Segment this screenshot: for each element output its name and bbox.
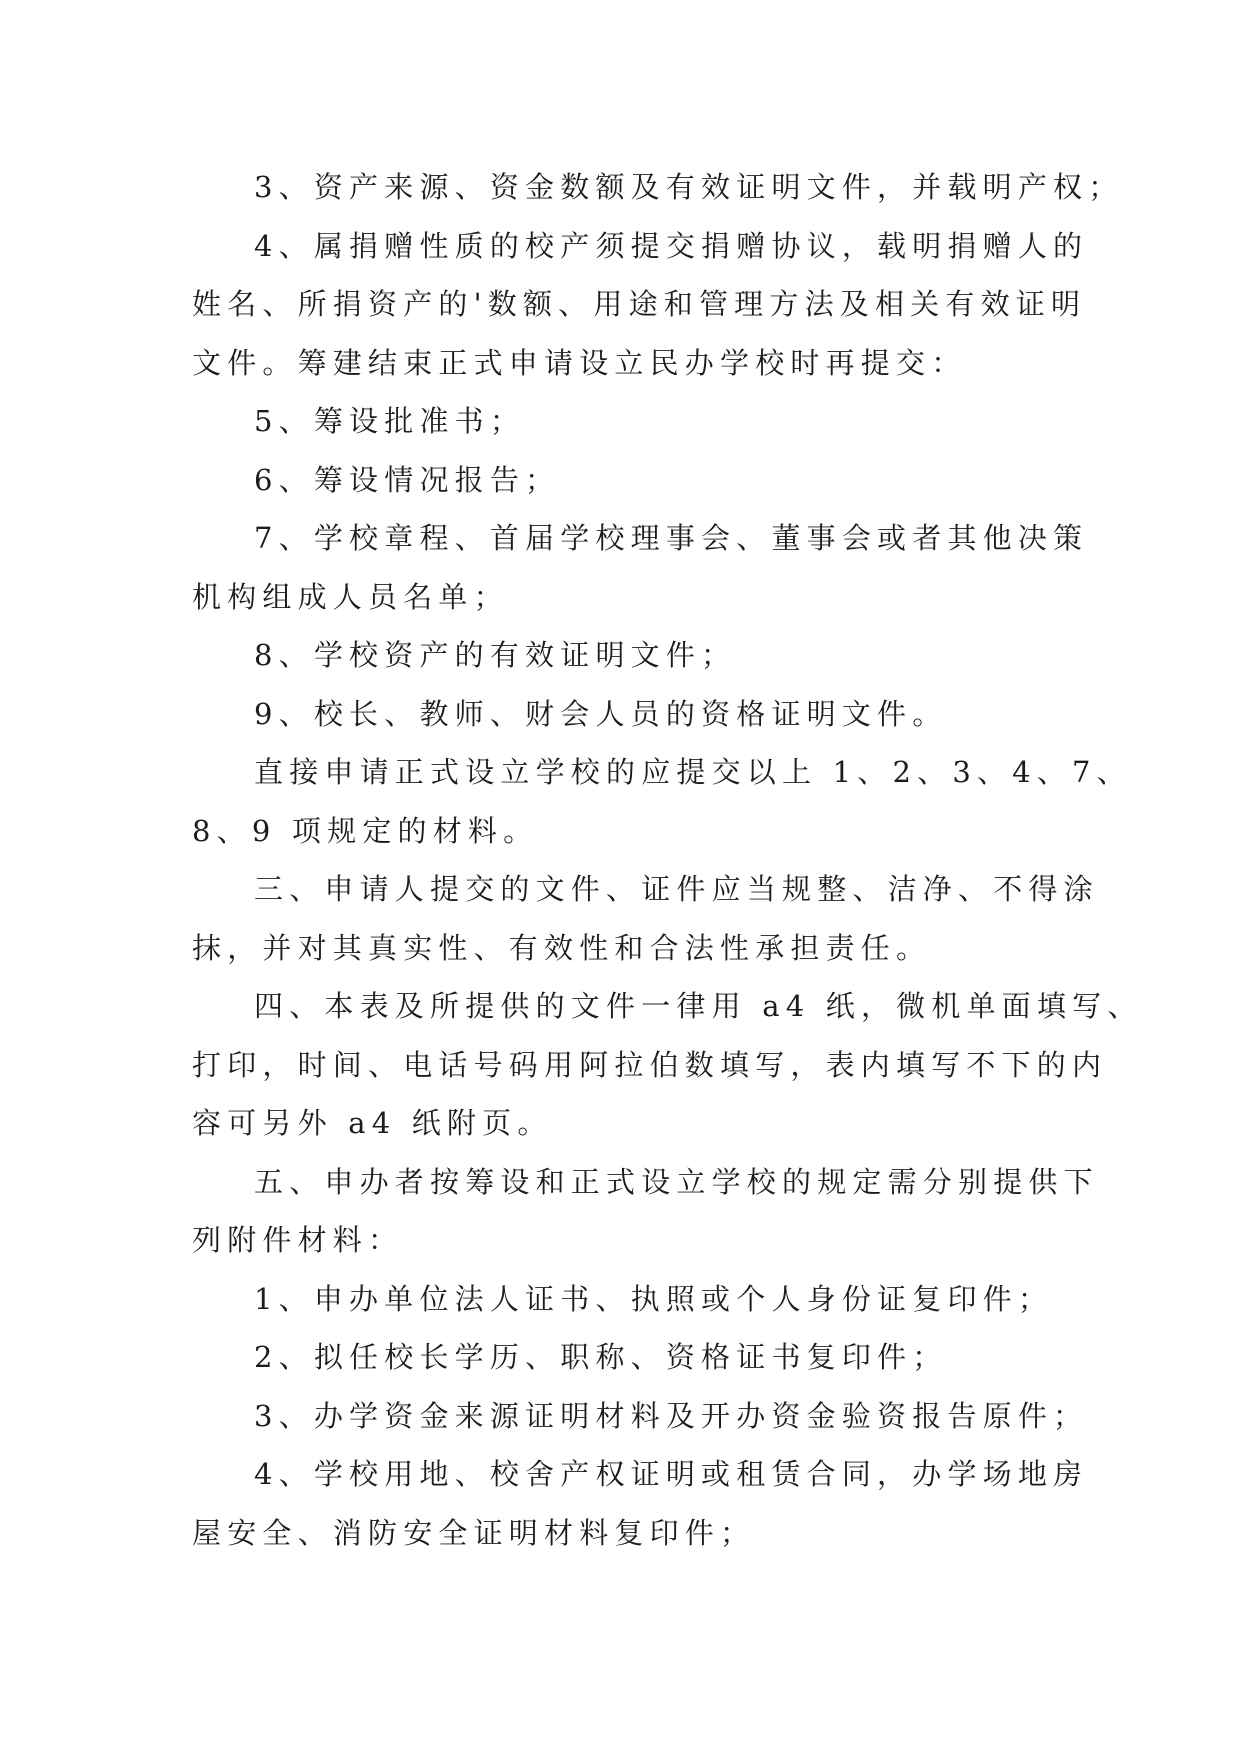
paragraph-item-5-approval <box>192 392 1060 451</box>
document-body <box>192 158 1143 1562</box>
paragraph-line: 机构组成人员名单； <box>192 579 509 614</box>
paragraph-line: 2、拟任校长学历、职称、资格证书复印件； <box>254 1340 948 1374</box>
paragraph-line: 7、学校章程、首届学校理事会、董事会或者其他决策 <box>254 521 1089 555</box>
paragraph-item-7-charter <box>192 509 1089 626</box>
paragraph-line: 1、申办单位法人证书、执照或个人身份证复印件； <box>254 1281 1054 1316</box>
paragraph-line: 文件。筹建结束正式申请设立民办学校时再提交： <box>192 345 967 380</box>
paragraph-line: 直接申请正式设立学校的应提交以上 1、2、3、4、7、 <box>254 755 1132 789</box>
paragraph-item-9-qualification <box>192 685 1060 744</box>
paragraph-line: 屋安全、消防安全证明材料复印件； <box>192 1515 756 1550</box>
paragraph-line: 打印，时间、电话号码用阿拉伯数填写，表内填写不下的内 <box>192 1047 1108 1082</box>
paragraph-line: 4、学校用地、校舍产权证明或租赁合同，办学场地房 <box>254 1457 1089 1491</box>
paragraph-line: 3、办学资金来源证明材料及开办资金验资报告原件； <box>254 1398 1089 1433</box>
paragraph-line: 抹，并对其真实性、有效性和合法性承担责任。 <box>192 930 932 965</box>
paragraph-line: 5、筹设批准书； <box>254 404 526 438</box>
paragraph-line: 列附件材料： <box>192 1223 404 1257</box>
paragraph-line: 4、属捐赠性质的校产须提交捐赠协议，载明捐赠人的 <box>254 228 1089 263</box>
paragraph-direct-application <box>192 743 1132 860</box>
paragraph-attachment-1 <box>192 1270 1060 1329</box>
paragraph-line: 8、学校资产的有效证明文件； <box>254 638 737 672</box>
paragraph-attachment-4 <box>192 1445 1089 1562</box>
paragraph-line: 6、筹设情况报告； <box>254 462 561 497</box>
paragraph-section-3 <box>192 860 1099 977</box>
paragraph-line: 9、校长、教师、财会人员的资格证明文件。 <box>254 696 948 731</box>
paragraph-line: 8、9 项规定的材料。 <box>192 813 539 848</box>
paragraph-item-4-donation <box>192 217 1089 393</box>
paragraph-line: 五、申办者按筹设和正式设立学校的规定需分别提供下 <box>254 1164 1099 1199</box>
paragraph-attachment-2 <box>192 1328 1060 1387</box>
paragraph-line: 姓名、所捐资产的'数额、用途和管理方法及相关有效证明 <box>192 287 1087 321</box>
paragraph-line: 三、申请人提交的文件、证件应当规整、洁净、不得涂 <box>254 872 1099 906</box>
paragraph-item-8-asset-proof <box>192 626 1060 685</box>
paragraph-section-4 <box>192 977 1143 1153</box>
paragraph-item-3-assets <box>192 158 1124 217</box>
paragraph-section-5 <box>192 1153 1099 1270</box>
paragraph-line: 容可另外 a4 纸附页。 <box>192 1106 553 1140</box>
paragraph-attachment-3 <box>192 1387 1089 1446</box>
paragraph-line: 四、本表及所提供的文件一律用 a4 纸，微机单面填写、 <box>254 989 1143 1023</box>
paragraph-item-6-report <box>192 451 1060 510</box>
paragraph-line: 3、资产来源、资金数额及有效证明文件，并载明产权； <box>254 170 1124 204</box>
